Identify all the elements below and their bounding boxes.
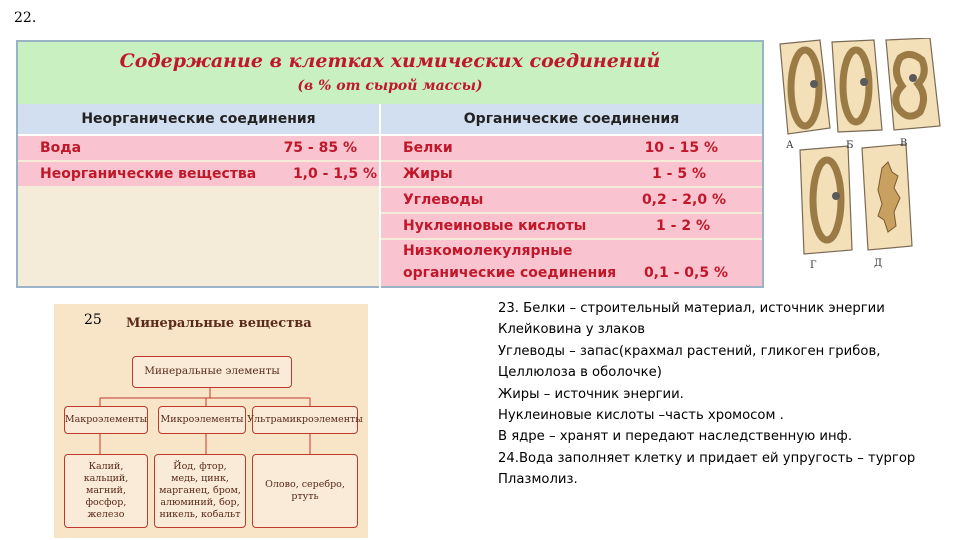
table-row xyxy=(381,162,762,186)
divider xyxy=(18,134,762,136)
slide-number: 22. xyxy=(14,10,37,26)
label-a: А xyxy=(786,140,794,151)
row-value: 0,1 - 0,5 % xyxy=(643,265,728,281)
table-header xyxy=(18,42,762,106)
note-line: Плазмолиз. xyxy=(498,472,578,488)
row-name: Нуклеиновые кислоты xyxy=(403,218,587,234)
label-d: Д xyxy=(874,258,883,269)
note-line: 24.Вода заполняет клетку и придает ей упругость – тургор xyxy=(498,450,916,466)
note-line: 23. Белки – строительный материал, источник энергии xyxy=(498,301,885,316)
row-name-line2: органические соединения xyxy=(403,265,617,281)
table-subtitle: (в % от сырой массы) xyxy=(297,78,483,94)
row-name: Низкомолекулярные xyxy=(403,243,573,259)
minerals-diagram xyxy=(54,304,368,538)
notes-text xyxy=(498,298,953,491)
group-ultramicro: Ультрамикроэлементы xyxy=(252,406,358,434)
plasmolysis-illustration xyxy=(770,38,956,274)
table-row xyxy=(381,214,762,238)
items-ultramicro: Олово, серебро, ртуть xyxy=(252,454,358,528)
row-name: Белки xyxy=(403,140,453,156)
row-name: Неорганические вещества xyxy=(40,166,257,182)
items-micro: Йод, фтор, медь, цинк, марганец, бром, алюминий, бор, никель, кобальт xyxy=(154,454,246,528)
row-name: Жиры xyxy=(403,166,453,182)
table-row xyxy=(381,188,762,212)
slide-number-25: 25 xyxy=(84,312,102,328)
note-line: Клейковина у злаков xyxy=(498,322,646,338)
group-micro: Микроэлементы xyxy=(158,406,246,434)
root-box: Минеральные элементы xyxy=(132,356,292,388)
table-row xyxy=(18,162,379,186)
row-name: Углеводы xyxy=(403,192,484,208)
table-title: Содержание в клетках химических соединений xyxy=(119,50,661,72)
row-value: 75 - 85 % xyxy=(283,140,357,156)
label-g: Г xyxy=(810,260,817,271)
divider xyxy=(379,104,381,288)
label-v: В xyxy=(900,138,908,149)
note-line: Нуклеиновые кислоты –часть хромосом . xyxy=(498,408,784,424)
row-value: 10 - 15 % xyxy=(644,140,718,156)
items-macro: Калий, кальций, магний, фосфор, железо xyxy=(64,454,148,528)
row-value: 1,0 - 1,5 % xyxy=(292,166,377,182)
header-organic: Органические соединения xyxy=(381,104,762,134)
chemical-composition-table xyxy=(16,40,764,288)
row-value: 1 - 5 % xyxy=(652,166,706,182)
note-line: В ядре – хранят и передают наследственную инф. xyxy=(498,429,853,445)
minerals-title: Минеральные вещества xyxy=(126,316,312,331)
table-row xyxy=(18,136,379,160)
header-inorganic: Неорганические соединения xyxy=(18,104,379,134)
table-row xyxy=(381,240,762,286)
note-line: Углеводы – запас(крахмал растений, гликоген грибов, xyxy=(498,343,881,359)
note-line: Жиры – источник энергии. xyxy=(498,386,684,402)
note-line: Целлюлоза в оболочке) xyxy=(498,365,662,381)
label-b: Б xyxy=(846,140,854,151)
row-value: 1 - 2 % xyxy=(656,218,710,234)
table-row xyxy=(381,136,762,160)
row-value: 0,2 - 2,0 % xyxy=(641,192,726,208)
group-macro: Макроэлементы xyxy=(64,406,148,434)
row-name: Вода xyxy=(40,140,82,156)
